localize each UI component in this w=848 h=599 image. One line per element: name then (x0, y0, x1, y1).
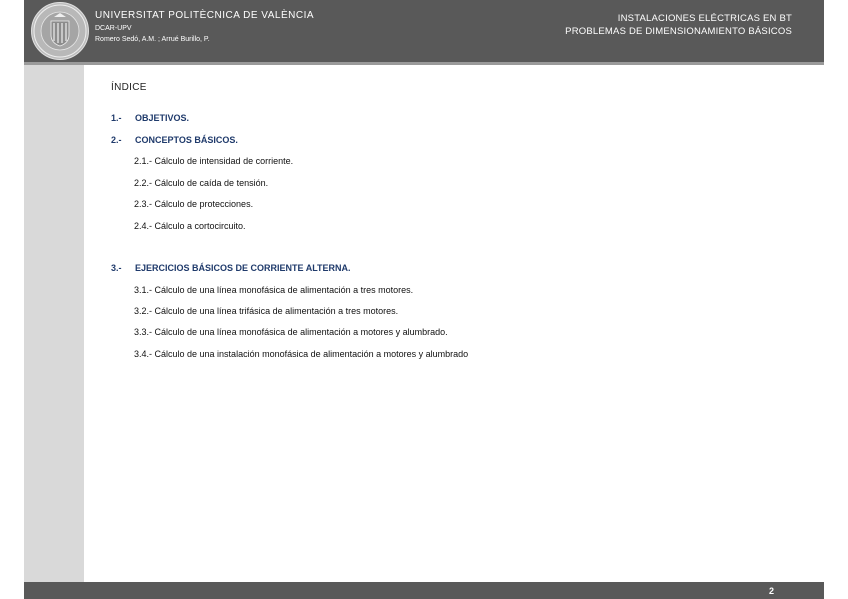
left-sidebar-band (24, 65, 84, 582)
subsection-2-4[interactable]: 2.4.- Cálculo a cortocircuito. (134, 221, 246, 231)
university-seal-icon (31, 2, 89, 60)
subsection-2-1[interactable]: 2.1.- Cálculo de intensidad de corriente. (134, 156, 294, 166)
section-2[interactable] (111, 135, 238, 145)
subsection-2-3[interactable]: 2.3.- Cálculo de protecciones. (134, 199, 254, 209)
section-label: EJERCICIOS BÁSICOS DE CORRIENTE ALTERNA. (135, 263, 351, 273)
section-number: 3.- (111, 263, 122, 273)
course-title: INSTALACIONES ELÉCTRICAS EN BT (617, 13, 792, 24)
section-1[interactable] (111, 113, 189, 123)
footer-bar (24, 582, 824, 599)
section-number: 2.- (111, 135, 122, 145)
section-number: 1.- (111, 113, 122, 123)
slide (24, 0, 824, 599)
subsection-3-3[interactable]: 3.3.- Cálculo de una línea monofásica de alimentación a motores y alumbrado. (134, 327, 448, 337)
index-title: ÍNDICE (111, 82, 147, 93)
header-divider (24, 62, 824, 65)
subsection-3-2[interactable]: 3.2.- Cálculo de una línea trifásica de alimentación a tres motores. (134, 306, 399, 316)
subsection-3-4[interactable]: 3.4.- Cálculo de una instalación monofásica de alimentación a motores y alumbrado (134, 349, 469, 359)
authors-line: Romero Sedó, A.M. ; Arrué Burillo, P. (95, 36, 210, 43)
section-label: OBJETIVOS. (135, 113, 190, 123)
university-name: UNIVERSITAT POLITÈCNICA DE VALÈNCIA (95, 10, 315, 21)
section-3[interactable] (111, 263, 351, 273)
section-label: CONCEPTOS BÁSICOS. (135, 135, 238, 145)
department-name: DCAR-UPV (95, 25, 132, 32)
subsection-3-1[interactable]: 3.1.- Cálculo de una línea monofásica de alimentación a tres motores. (134, 285, 414, 295)
course-subtitle: PROBLEMAS DE DIMENSIONAMIENTO BÁSICOS (565, 26, 792, 37)
page-number: 2 (768, 586, 774, 596)
subsection-2-2[interactable]: 2.2.- Cálculo de caída de tensión. (134, 178, 269, 188)
header-bar (24, 0, 824, 62)
